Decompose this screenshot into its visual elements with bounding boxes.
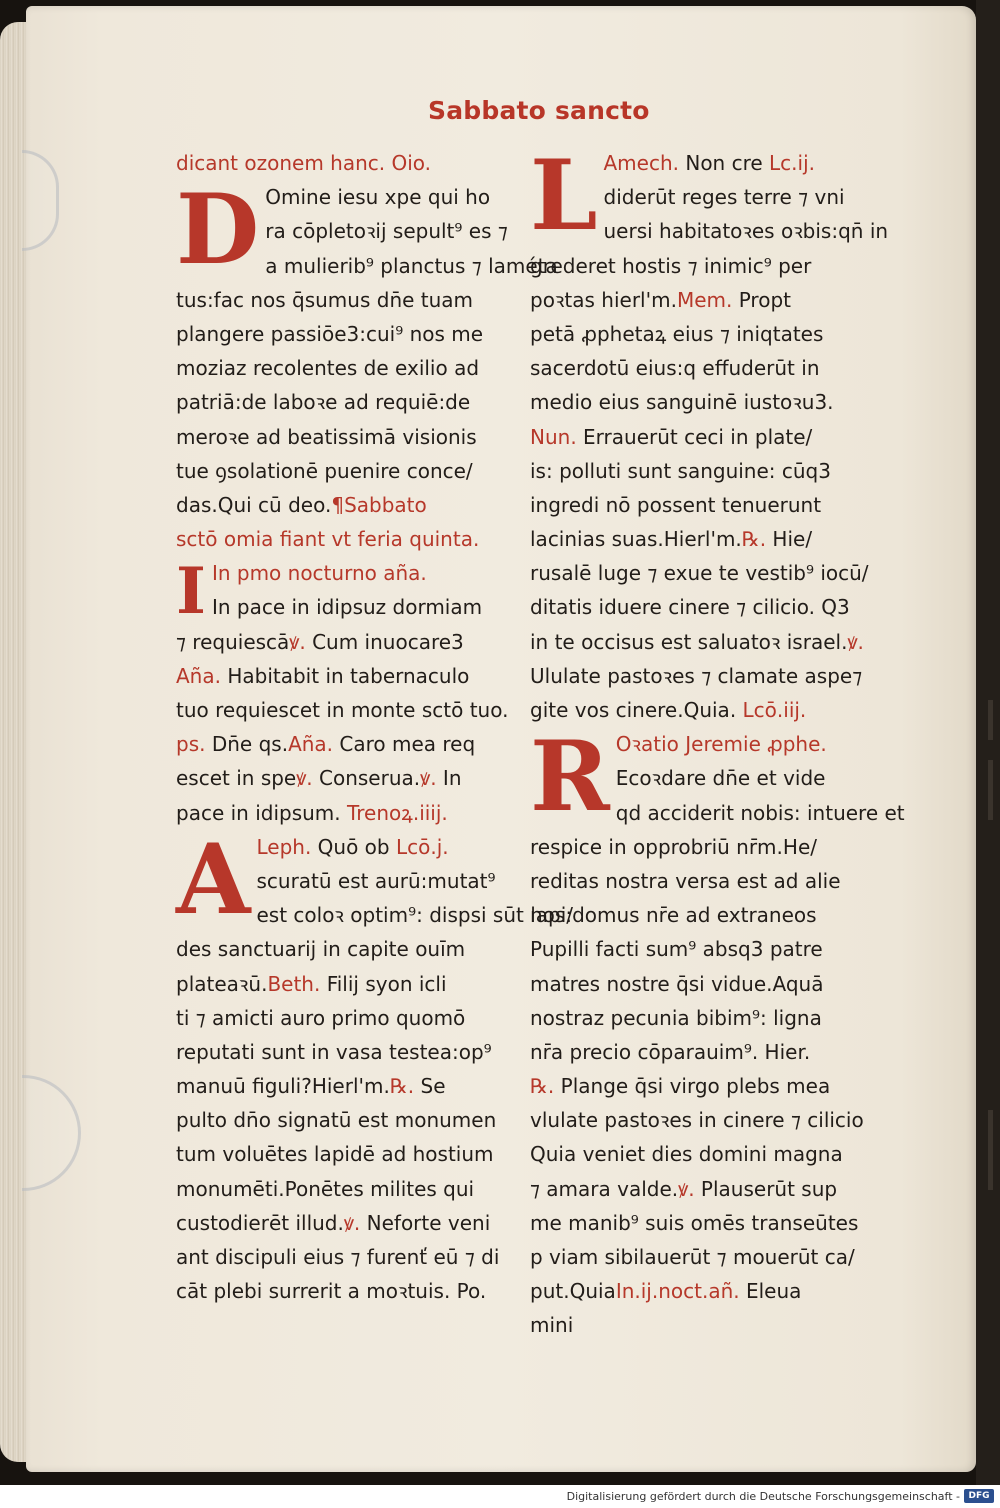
rubric-text: Lc.ij. — [762, 151, 815, 175]
text-line — [530, 932, 870, 966]
body-text: Ululate pastoꝛes ⁊ clamate aspe⁊ — [530, 663, 863, 688]
rubric-text: ꝟ. — [847, 629, 864, 654]
text-line — [530, 556, 870, 590]
body-text: das.Qui cū deo. — [176, 492, 332, 517]
body-text: nos:domus nr̄e ad extraneos — [530, 903, 817, 928]
body-text: me manib⁹ suis omēs transeūtes — [530, 1210, 859, 1235]
body-text: Dn̄e qs. — [205, 732, 289, 757]
text-line — [530, 351, 870, 385]
edge-mark — [988, 1110, 993, 1190]
body-text: manuū figuli?Hierl'm. — [176, 1074, 390, 1099]
body-text: plangere passiōe3:cui⁹ nos me — [176, 321, 484, 346]
rubric-text: ps. — [176, 732, 206, 757]
rubric-text: ꝟ. — [289, 629, 306, 654]
text-line — [176, 1172, 512, 1206]
text-line — [530, 625, 870, 659]
edge-mark — [988, 760, 993, 820]
rubricated-initial: I — [176, 554, 206, 630]
rubric-text: Amech. — [603, 151, 679, 175]
body-text: cāt plebi surrerit a moꝛtuis. Po. — [176, 1279, 487, 1304]
body-text: respice in opprobriū nr̄m.He/ — [530, 834, 817, 859]
body-text: matres nostre q̄si vidue.Aquā — [530, 971, 824, 996]
text-line — [176, 590, 512, 624]
body-text: ⁊ requiescā — [176, 629, 290, 654]
body-text: petā ꝓphetaꝝ eius ⁊ iniqtates — [530, 321, 824, 346]
text-line — [530, 454, 870, 488]
text-line — [176, 1069, 512, 1103]
rubric-text: Trenoꝝ.iiij. — [340, 800, 448, 825]
rubric-text: ℞. — [741, 527, 767, 552]
text-line — [176, 1137, 512, 1171]
body-text: Ecoꝛdare dn̄e et vide — [615, 766, 826, 791]
rubric-text: dicant ozonem hanc. — [176, 151, 386, 175]
text-line — [530, 1035, 870, 1069]
body-text: nr̄a precio cōparauim⁹. Hier. — [530, 1039, 811, 1064]
text-line — [176, 761, 512, 795]
text-line — [176, 146, 512, 180]
body-text: ant discipuli eius ⁊ furenť eū ⁊ di — [176, 1245, 500, 1269]
body-text: des sanctuarij in capite ouīm — [176, 937, 466, 962]
text-line — [176, 1240, 512, 1274]
text-line — [176, 1001, 512, 1035]
text-line — [530, 385, 870, 419]
text-line — [530, 898, 870, 932]
rubric-text: Mem. — [676, 287, 733, 312]
body-text: monumēti.Ponētes milites qui — [176, 1176, 475, 1201]
body-text: diderūt reges terre ⁊ vni — [603, 185, 845, 210]
text-line — [530, 1206, 870, 1240]
rubric-text: ꝟ. — [296, 766, 313, 791]
funding-credit: Digitalisierung gefördert durch die Deutsche Forschungsgemeinschaft - — [566, 1490, 960, 1503]
text-line — [176, 967, 512, 1001]
body-text: poꝛtas hierl'm. — [530, 287, 677, 312]
body-text: Plauserūt sup — [694, 1176, 838, 1201]
body-text: medio eius sanguinē iustoꝛu3. — [530, 390, 834, 415]
text-line — [530, 1274, 870, 1308]
digitization-footer — [0, 1485, 1000, 1508]
text-line — [176, 556, 512, 590]
text-line — [530, 1001, 870, 1035]
rubric-text: Nun. — [530, 424, 577, 449]
body-text: tuo requiescet in monte sctō tuo. — [176, 698, 509, 722]
text-line — [176, 1103, 512, 1137]
rubric-text: Aña. — [288, 732, 334, 757]
body-text: Cum inuocare3 — [305, 629, 464, 654]
text-line — [176, 1206, 512, 1240]
text-line — [530, 693, 870, 727]
text-line — [530, 830, 870, 864]
running-head: Sabbato sancto — [428, 96, 650, 125]
body-text: is: polluti sunt sanguine: cūq3 — [530, 458, 831, 483]
rubric-text: Leph. — [256, 834, 312, 859]
body-text: ditatis iduere cinere ⁊ cilicio. Q3 — [530, 595, 850, 620]
body-text: uersi habitatoꝛes oꝛbis:qn̄ in — [603, 219, 889, 244]
rubric-text: sctō omia fiant vt feria quinta. — [176, 527, 480, 552]
body-text: vlulate pastoꝛes in cinere ⁊ cilicio — [530, 1108, 864, 1133]
body-text: pulto dn̄o signatū est monumen — [176, 1108, 497, 1133]
text-line — [530, 659, 870, 693]
body-text: Plange q̄si virgo plebs mea — [554, 1074, 831, 1099]
body-text: Quia veniet dies domini magna — [530, 1142, 843, 1167]
body-text: scuratū est aurū:mutat⁹ — [256, 868, 496, 893]
text-line — [176, 317, 512, 351]
rubricated-initial: D — [176, 173, 260, 287]
body-text: mini — [530, 1313, 574, 1338]
text-line — [530, 420, 870, 454]
body-text: patriā:de laboꝛe ad requiē:de — [176, 390, 471, 415]
dfg-logo: DFG — [964, 1489, 994, 1503]
text-line — [176, 488, 512, 522]
body-text: Propt — [732, 287, 791, 312]
text-line — [530, 967, 870, 1001]
text-line — [530, 590, 870, 624]
body-text: Hie/ — [766, 527, 813, 552]
text-line — [176, 625, 512, 659]
body-text: Neforte veni — [360, 1210, 491, 1235]
rubric-text: Lcō.j. — [389, 834, 449, 859]
body-text: put.Quia — [530, 1279, 616, 1304]
body-text: grederet hostis ⁊ inimic⁹ per — [530, 253, 812, 278]
text-line — [530, 317, 870, 351]
rubric-text: ℞. — [530, 1074, 555, 1099]
body-text: tus:fac nos q̄sumus dn̄e tuam — [176, 287, 474, 312]
edge-mark — [988, 700, 993, 740]
rubric-text: ꝟ. — [678, 1176, 695, 1201]
text-line — [176, 727, 512, 761]
rubric-text: ¶Sabbato — [331, 492, 427, 517]
body-text: In — [436, 766, 462, 791]
text-line — [176, 522, 512, 556]
text-line — [176, 659, 512, 693]
text-line — [176, 1035, 512, 1069]
body-text: custodierēt illud. — [176, 1210, 344, 1235]
body-text: Caro mea req — [333, 732, 476, 757]
text-line — [530, 488, 870, 522]
rubric-text: In pmo nocturno aña. — [211, 561, 427, 586]
body-text: pace in idipsum. — [176, 800, 341, 825]
text-line — [530, 1308, 870, 1342]
rubric-text: ℞. — [389, 1074, 415, 1099]
text-line — [530, 1103, 870, 1137]
rubricated-initial: R — [530, 720, 610, 834]
body-text: Non cre — [679, 151, 763, 175]
body-text: gite vos cinere.Quia. — [530, 698, 737, 722]
body-text: Eleua — [739, 1279, 802, 1304]
rubric-text: ꝟ. — [420, 766, 437, 791]
body-text: In pace in idipsuz dormiam — [211, 595, 483, 620]
body-text: lacinias suas.Hierl'm. — [530, 527, 742, 552]
text-line — [176, 385, 512, 419]
body-text: ingredi nō possent tenuerunt — [530, 492, 822, 517]
body-text: Habitabit in tabernaculo — [220, 663, 470, 688]
body-text: in te occisus est saluatoꝛ israel. — [530, 629, 848, 654]
text-line — [176, 693, 512, 727]
body-text: ti ⁊ amicti auro primo quomō — [176, 1005, 466, 1030]
text-line — [530, 522, 870, 556]
rubric-text: Oꝛatio Jeremie ꝓphe. — [615, 732, 827, 757]
text-line — [530, 1240, 870, 1274]
body-text: tum voluētes lapidē ad hostium — [176, 1142, 494, 1167]
text-line — [176, 420, 512, 454]
body-text: Errauerūt ceci in plate/ — [576, 424, 813, 449]
body-text: a mulierib⁹ planctus ⁊ laméta — [265, 253, 558, 278]
body-text: Quō ob — [311, 834, 390, 859]
facing-page-edge — [976, 0, 1000, 1485]
body-text: p viam sibilauerūt ⁊ mouerūt ca/ — [530, 1245, 855, 1269]
rubric-text: Aña. — [176, 663, 221, 688]
text-line — [176, 1274, 512, 1308]
body-text: rusalē luge ⁊ exue te vestib⁹ iocū/ — [530, 561, 869, 586]
right-text-column — [530, 139, 905, 1343]
body-text: ra cōpletoꝛij sepult⁹ es ⁊ — [265, 219, 508, 244]
text-line — [530, 1069, 870, 1103]
rubric-text: In.ij.noct.añ. — [615, 1279, 740, 1304]
text-line — [530, 864, 870, 898]
body-text: plateaꝛū. — [176, 971, 268, 996]
body-text: Conserua. — [312, 766, 421, 791]
text-line — [176, 454, 512, 488]
body-text: ⁊ amara valde. — [530, 1176, 679, 1201]
text-line — [530, 283, 870, 317]
body-text: meroꝛe ad beatissimā visionis — [176, 424, 477, 449]
rubric-text: Beth. — [267, 971, 321, 996]
body-text: moziaz recolentes de exilio ad — [176, 356, 480, 381]
body-text: nostraz pecunia bibim⁹: ligna — [530, 1005, 822, 1030]
text-line — [176, 283, 512, 317]
rubric-text: ꝟ. — [343, 1210, 361, 1235]
body-text: qd acciderit nobis: intuere et — [615, 800, 905, 825]
body-text: tue ꝯsolationē puenire conce/ — [176, 458, 473, 483]
body-text: Pupilli facti sum⁹ absq3 patre — [530, 937, 823, 962]
body-text: Omine iesu xpe qui ho — [265, 185, 491, 210]
rubricated-initial: A — [176, 822, 251, 936]
body-text: est coloꝛ optim⁹: dispsi sūt lapi/ — [256, 903, 573, 928]
text-line — [176, 351, 512, 385]
text-line — [530, 1137, 870, 1171]
body-text: reditas nostra versa est ad alie — [530, 868, 841, 893]
body-text: sacerdotū eius:q effuderūt in — [530, 356, 820, 381]
text-line — [530, 249, 870, 283]
rubric-text: Oio. — [385, 151, 432, 175]
body-text: escet in spe — [176, 766, 297, 791]
text-line — [176, 796, 512, 830]
body-text: reputati sunt in vasa testea:op⁹ — [176, 1039, 492, 1064]
rubric-text: Lcō.iij. — [736, 698, 807, 722]
text-line — [176, 932, 512, 966]
rubricated-initial: L — [530, 139, 598, 252]
text-line — [530, 1172, 870, 1206]
body-text: Se — [414, 1074, 446, 1099]
body-text: Filij syon icli — [320, 971, 447, 996]
